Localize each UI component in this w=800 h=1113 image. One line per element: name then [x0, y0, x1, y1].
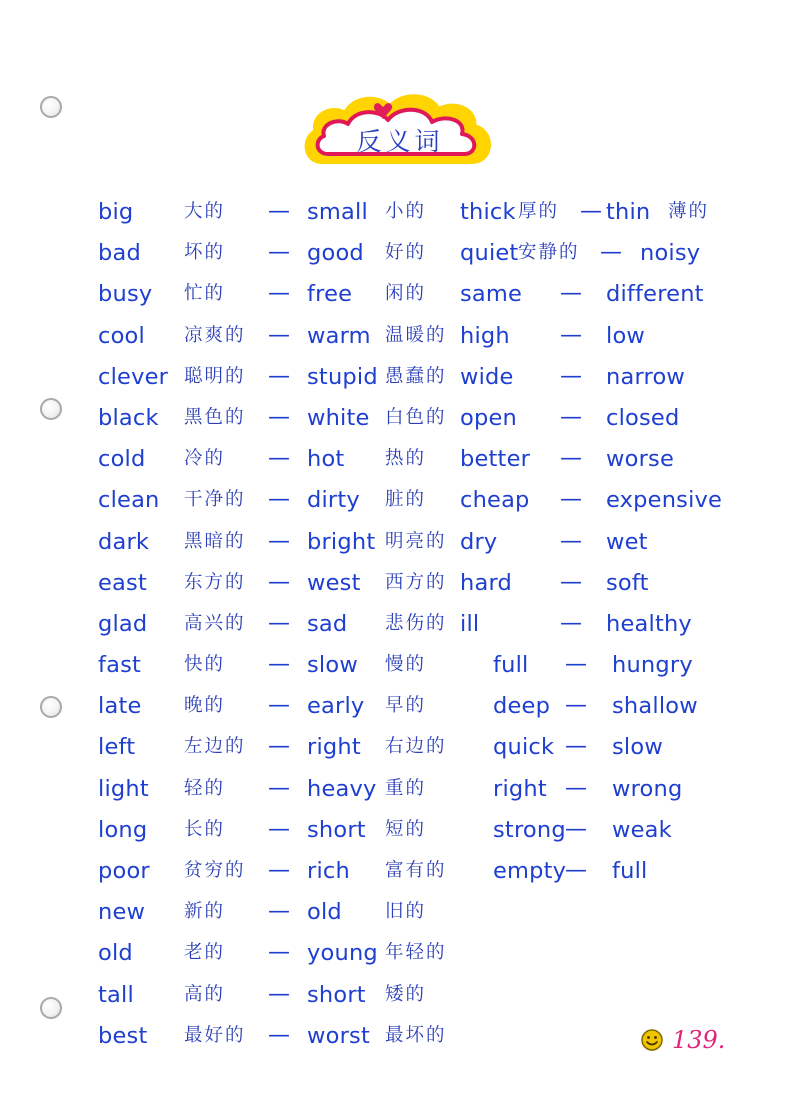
meaning: 新的: [184, 901, 226, 923]
antonym-meaning: 重的: [385, 777, 427, 799]
antonym: full: [612, 858, 648, 884]
meaning: 黑色的: [184, 406, 246, 428]
antonym-meaning: 慢的: [385, 654, 427, 676]
antonym-meaning: 短的: [385, 818, 427, 840]
antonym: free: [307, 281, 353, 308]
antonym: weak: [612, 816, 672, 843]
word: long: [98, 816, 148, 843]
antonym-meaning: 热的: [385, 448, 427, 470]
antonym: hot: [307, 446, 345, 473]
word: quiet: [460, 240, 519, 267]
antonym: slow: [612, 734, 663, 761]
word: tall: [98, 981, 134, 1008]
meaning: 大的: [184, 201, 226, 222]
word: left: [98, 734, 136, 761]
binder-hole-icon: [40, 96, 62, 118]
antonym: slow: [307, 652, 358, 679]
antonym-meaning: 好的: [385, 242, 427, 264]
dash-separator: —: [268, 1022, 290, 1048]
antonym: low: [606, 322, 646, 349]
dash-separator: —: [268, 899, 290, 925]
dash-separator: —: [565, 816, 587, 842]
antonym: worse: [606, 446, 674, 473]
meaning: 干净的: [184, 489, 246, 511]
word: quick: [493, 734, 555, 761]
word: late: [98, 693, 142, 720]
antonym: sad: [307, 610, 348, 637]
meaning: 轻的: [184, 777, 226, 799]
dash-separator: —: [560, 446, 582, 472]
title-banner: [300, 86, 500, 172]
antonym-meaning: 早的: [385, 695, 427, 717]
page-title: 反义词: [356, 127, 444, 156]
antonym-meaning: 愚蠢的: [385, 365, 447, 387]
dash-separator: —: [268, 446, 290, 472]
antonym-meaning: 温暖的: [385, 324, 447, 346]
meaning: 安静的: [518, 242, 580, 264]
dash-separator: —: [268, 487, 290, 513]
antonym: short: [307, 981, 366, 1008]
word: dark: [98, 528, 150, 555]
antonym: dirty: [307, 487, 360, 514]
antonym: west: [307, 569, 361, 596]
meaning: 坏的: [184, 242, 226, 264]
antonym: stupid: [307, 363, 378, 390]
page-number: 139.: [672, 1026, 726, 1054]
word-row: [0, 975, 800, 1016]
dash-separator: —: [560, 404, 582, 430]
word-row: [0, 563, 800, 604]
word: busy: [98, 281, 153, 308]
word-row: [0, 810, 800, 851]
word-row: [0, 192, 800, 233]
word-row: [0, 480, 800, 521]
word-row: [0, 233, 800, 274]
word: dry: [460, 528, 498, 555]
antonym: wet: [606, 528, 648, 555]
word: better: [460, 446, 531, 473]
dash-separator: —: [560, 528, 582, 554]
dash-separator: —: [268, 981, 290, 1007]
word: ill: [460, 610, 480, 637]
word: fast: [98, 652, 142, 679]
meaning: 高的: [184, 983, 226, 1005]
meaning: 长的: [184, 818, 226, 840]
antonym: narrow: [606, 363, 686, 390]
word: old: [98, 940, 133, 967]
antonym: hungry: [612, 652, 693, 679]
dash-separator: —: [565, 858, 587, 883]
word-row: [0, 933, 800, 974]
antonym: closed: [606, 404, 680, 431]
dash-separator: —: [268, 363, 290, 389]
dash-separator: —: [268, 569, 290, 595]
meaning: 忙的: [184, 283, 226, 305]
antonym: noisy: [640, 240, 701, 267]
word: thick: [460, 199, 516, 225]
antonym: good: [307, 240, 364, 267]
meaning: 晚的: [184, 695, 226, 717]
word: black: [98, 404, 159, 431]
antonym: heavy: [307, 775, 377, 802]
word-row: [0, 686, 800, 727]
meaning: 凉爽的: [184, 324, 246, 346]
word-row: [0, 357, 800, 398]
dash-separator: —: [580, 199, 602, 224]
antonym: short: [307, 816, 366, 843]
antonym-meaning: 明亮的: [385, 530, 447, 552]
antonym: early: [307, 693, 365, 720]
smiley-icon: [640, 1028, 664, 1052]
word-row: [0, 398, 800, 439]
meaning: 聪明的: [184, 365, 246, 387]
dash-separator: —: [560, 281, 582, 307]
antonym: rich: [307, 858, 350, 884]
dash-separator: —: [268, 775, 290, 801]
word: cool: [98, 322, 145, 349]
word: strong: [493, 816, 566, 843]
word: poor: [98, 858, 150, 884]
antonym-meaning: 矮的: [385, 983, 427, 1005]
dash-separator: —: [560, 363, 582, 389]
dash-separator: —: [560, 487, 582, 513]
word-row: [0, 769, 800, 810]
meaning: 冷的: [184, 448, 226, 470]
dash-separator: —: [268, 281, 290, 307]
word-row: [0, 439, 800, 480]
word: east: [98, 569, 147, 596]
antonym: young: [307, 940, 378, 967]
word: cheap: [460, 487, 530, 514]
antonym-meaning: 悲伤的: [385, 612, 447, 634]
antonym-meaning: 年轻的: [385, 942, 447, 964]
word-row: [0, 316, 800, 357]
antonym: old: [307, 899, 342, 926]
word: best: [98, 1022, 148, 1049]
word: right: [493, 775, 547, 802]
dash-separator: —: [565, 693, 587, 719]
antonym: different: [606, 281, 704, 308]
meaning: 左边的: [184, 736, 246, 758]
antonym-meaning: 闲的: [385, 283, 427, 305]
word: clever: [98, 363, 169, 390]
meaning: 最好的: [184, 1024, 246, 1046]
dash-separator: —: [565, 734, 587, 760]
dash-separator: —: [268, 240, 290, 266]
word-row: [0, 851, 800, 892]
dash-separator: —: [268, 610, 290, 636]
word: big: [98, 199, 134, 225]
antonym-meaning: 富有的: [385, 860, 447, 881]
dash-separator: —: [268, 652, 290, 678]
dash-separator: —: [268, 858, 290, 883]
dash-separator: —: [268, 734, 290, 760]
dash-separator: —: [268, 528, 290, 554]
antonym-meaning: 薄的: [668, 201, 710, 222]
antonym-list: [0, 192, 800, 1057]
word-row: [0, 727, 800, 768]
dash-separator: —: [560, 569, 582, 595]
dash-separator: —: [560, 322, 582, 348]
word: high: [460, 322, 510, 349]
antonym: thin: [606, 199, 651, 225]
meaning: 快的: [184, 654, 226, 676]
antonym-meaning: 右边的: [385, 736, 447, 758]
word: wide: [460, 363, 514, 390]
antonym-meaning: 最坏的: [385, 1024, 447, 1046]
word-row: [0, 604, 800, 645]
word-row: [0, 522, 800, 563]
antonym: wrong: [612, 775, 683, 802]
dash-separator: —: [268, 693, 290, 719]
antonym: small: [307, 199, 368, 225]
word: full: [493, 652, 529, 679]
meaning: 贫穷的: [184, 860, 246, 881]
dash-separator: —: [560, 610, 582, 636]
word: bad: [98, 240, 141, 267]
word: glad: [98, 610, 148, 637]
antonym: healthy: [606, 610, 692, 637]
antonym-meaning: 脏的: [385, 489, 427, 511]
dash-separator: —: [268, 404, 290, 430]
dash-separator: —: [565, 652, 587, 678]
word: new: [98, 899, 146, 926]
meaning: 东方的: [184, 571, 246, 593]
dash-separator: —: [268, 199, 290, 224]
meaning: 厚的: [518, 201, 560, 222]
meaning: 黑暗的: [184, 530, 246, 552]
antonym: white: [307, 404, 370, 431]
heart-icon: [373, 102, 393, 120]
antonym-meaning: 西方的: [385, 571, 447, 593]
antonym: worst: [307, 1022, 370, 1049]
dash-separator: —: [268, 940, 290, 966]
word: clean: [98, 487, 160, 514]
word: cold: [98, 446, 146, 473]
dash-separator: —: [565, 775, 587, 801]
dash-separator: —: [268, 816, 290, 842]
antonym: expensive: [606, 487, 723, 514]
antonym-meaning: 旧的: [385, 901, 427, 923]
word-row: [0, 892, 800, 933]
meaning: 老的: [184, 942, 226, 964]
antonym: right: [307, 734, 361, 761]
word-row: [0, 645, 800, 686]
antonym: warm: [307, 322, 371, 349]
meaning: 高兴的: [184, 612, 246, 634]
antonym: soft: [606, 569, 649, 596]
word: deep: [493, 693, 551, 720]
word: light: [98, 775, 149, 802]
antonym: bright: [307, 528, 376, 555]
antonym-meaning: 白色的: [385, 406, 447, 428]
antonym-meaning: 小的: [385, 201, 427, 222]
antonym: shallow: [612, 693, 698, 720]
word: open: [460, 404, 517, 431]
dash-separator: —: [268, 322, 290, 348]
page-footer: [640, 1022, 725, 1058]
dash-separator: —: [600, 240, 622, 266]
word: hard: [460, 569, 512, 596]
word-row: [0, 274, 800, 315]
word: same: [460, 281, 523, 308]
word: empty: [493, 858, 567, 884]
